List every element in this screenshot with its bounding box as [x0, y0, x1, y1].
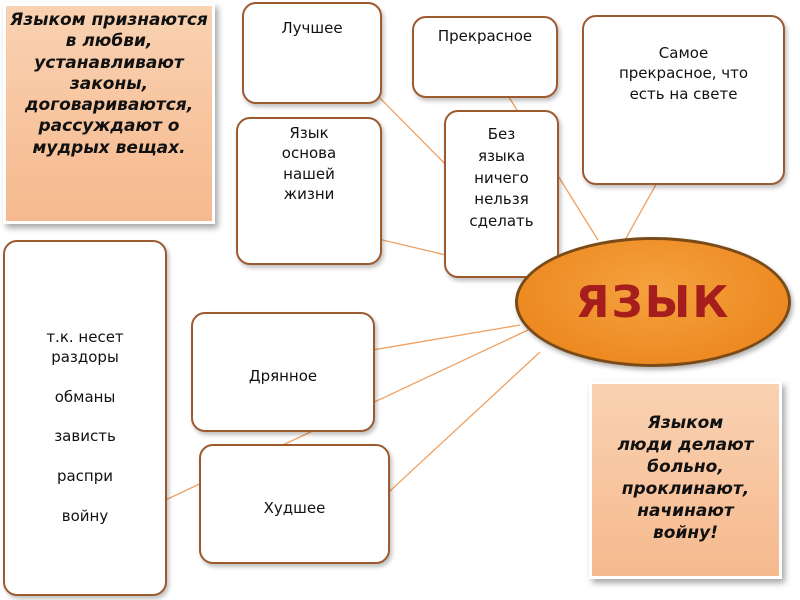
note-bottom-right-line-6: войну!: [653, 523, 718, 544]
box-without-line-5: сделать: [469, 212, 534, 230]
box-worst-label: Худшее: [263, 499, 326, 517]
box-best-label: Лучшее: [281, 19, 343, 37]
box-without-line-2: языка: [477, 146, 526, 165]
box-most-beautiful-line-2: прекрасное, что: [618, 64, 749, 83]
box-most-beautiful: [582, 15, 785, 185]
box-without-line-3: ничего: [474, 168, 529, 187]
note-bottom-right-line-5: начинают: [637, 501, 734, 522]
box-basis-line-4: жизни: [283, 184, 335, 203]
box-basis-line-2: основа: [281, 144, 337, 163]
box-worst: [199, 444, 390, 564]
box-reasons-gap-4: [5, 487, 165, 507]
box-reasons-gap-1: [5, 368, 165, 388]
note-top-left-text: Языком признаются в любви, устанавливают законы, договариваются, рассуждают о мудрых вещах.: [10, 10, 208, 158]
box-best: [242, 2, 382, 104]
box-without: [444, 110, 559, 278]
box-reasons-gap-3: [5, 447, 165, 467]
note-bottom-right-line-4: проклинают,: [621, 479, 750, 500]
box-basis-line-3: нашей: [283, 164, 335, 183]
box-reasons: [3, 240, 167, 596]
box-worthless-label: Дрянное: [248, 367, 318, 385]
note-bottom-right-line-3: больно,: [647, 457, 724, 478]
box-worthless: [191, 312, 375, 432]
box-most-beautiful-line-3: есть на свете: [629, 84, 738, 103]
box-reasons-line-3: обманы: [54, 387, 116, 406]
note-bottom-right-line-1: Языком: [647, 413, 724, 433]
box-reasons-line-4: зависть: [54, 427, 116, 446]
box-most-beautiful-line-1: Самое: [658, 44, 709, 62]
box-basis-line-1: Язык: [289, 124, 329, 142]
note-bottom-right-line-2: люди делают: [617, 435, 754, 456]
box-basis: [236, 117, 382, 265]
box-reasons-line-5: распри: [56, 467, 114, 486]
box-beautiful: [412, 16, 558, 98]
box-reasons-line-2: раздоры: [51, 347, 119, 366]
box-beautiful-label: Прекрасное: [437, 27, 533, 45]
center-ellipse: [515, 237, 791, 367]
note-top-left: [3, 3, 215, 224]
box-reasons-line-1: т.к. несет: [46, 328, 124, 346]
box-reasons-gap-2: [5, 407, 165, 427]
note-bottom-right: [589, 381, 782, 579]
box-without-line-1: Без: [487, 125, 516, 143]
box-reasons-line-6: войну: [61, 506, 109, 525]
box-without-line-4: нельзя: [474, 190, 529, 209]
center-label: ЯЗЫК: [575, 276, 731, 328]
